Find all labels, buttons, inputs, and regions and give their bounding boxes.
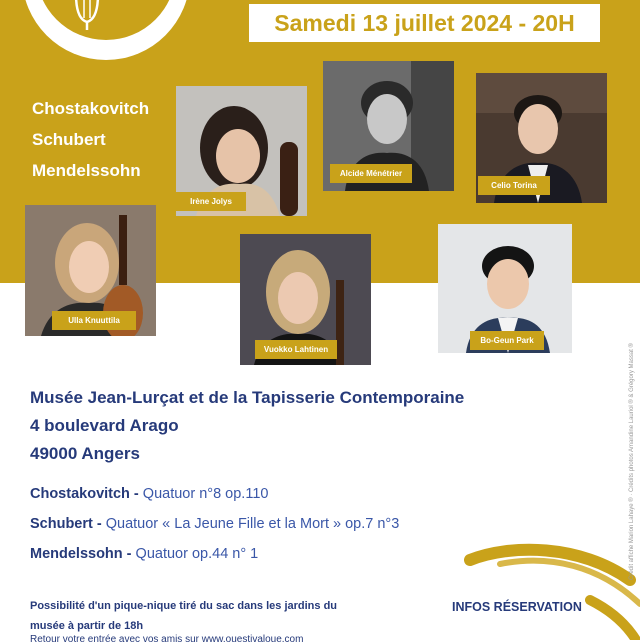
program-composer: Chostakovitch - bbox=[30, 486, 143, 502]
musician-caption: Alcide Ménétrier bbox=[330, 164, 412, 183]
program-composer: Mendelssohn - bbox=[30, 546, 136, 562]
picnic-line: Possibilité d'un pique-nique tiré du sac dans les jardins du bbox=[30, 600, 338, 612]
musician-caption: Celio Torina bbox=[478, 176, 550, 195]
venue-address bbox=[30, 384, 464, 468]
lyre-logo-icon bbox=[70, 0, 104, 32]
gold-brush-swirl bbox=[440, 540, 640, 640]
venue-street: 4 boulevard Arago bbox=[30, 416, 179, 435]
picnic-line: musée à partir de 18h bbox=[30, 620, 144, 632]
program-item bbox=[30, 539, 399, 569]
program-list bbox=[30, 479, 399, 569]
program-work: Quatuor « La Jeune Fille et la Mort » op.7 n°3 bbox=[105, 516, 400, 532]
booking-info-heading[interactable]: INFOS RÉSERVATION bbox=[452, 600, 582, 614]
program-item bbox=[30, 509, 399, 539]
musician-caption: Bo-Geun Park bbox=[470, 331, 544, 350]
program-item bbox=[30, 479, 399, 509]
date-banner bbox=[249, 4, 600, 42]
program-work: Quatuor n°8 op.110 bbox=[142, 486, 269, 502]
composer-name: Chostakovitch bbox=[32, 99, 150, 118]
musician-caption: Ulla Knuuttila bbox=[52, 311, 136, 330]
program-work: Quatuor op.44 n° 1 bbox=[135, 546, 259, 562]
program-composer: Schubert - bbox=[30, 516, 106, 532]
picnic-note bbox=[30, 596, 337, 636]
event-date: Samedi 13 juillet 2024 - 20H bbox=[274, 9, 575, 36]
venue-city: 49000 Angers bbox=[30, 444, 140, 463]
musician-caption: Vuokko Lahtinen bbox=[255, 340, 337, 359]
composer-name: Schubert bbox=[32, 130, 106, 149]
composer-list bbox=[32, 93, 149, 186]
composer-name: Mendelssohn bbox=[32, 161, 141, 180]
photo-credits: Crédit affiche Marion Lahaye ® · Crédits photos Amandine Lauriol ® & Grégory Massat ® bbox=[629, 343, 635, 580]
musician-caption: Irène Jolys bbox=[176, 192, 246, 211]
cut-off-text-line: Retour votre entrée avec vos amis sur www.ouestivaloue.com bbox=[30, 634, 304, 642]
venue-name: Musée Jean-Lurçat et de la Tapisserie Contemporaine bbox=[30, 388, 465, 407]
